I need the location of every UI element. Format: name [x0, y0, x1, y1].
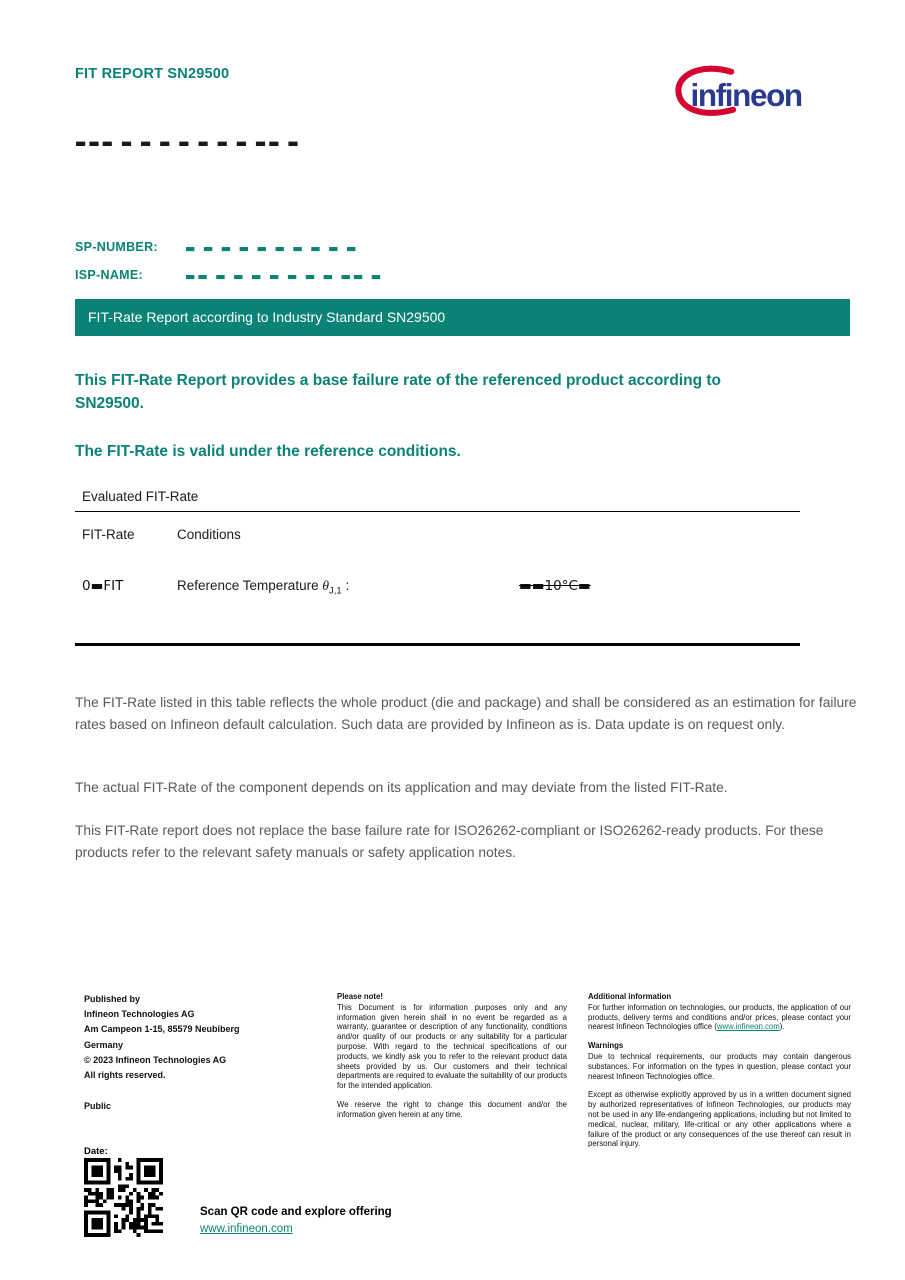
footer-published-by — [84, 992, 324, 1114]
qr-code — [84, 1158, 163, 1237]
intro-heading-1: This FIT-Rate Report provides a base failure rate of the referenced product according to SN29500. — [75, 372, 721, 412]
published-by-heading: Published by — [84, 994, 141, 1004]
report-title: FIT REPORT SN29500 — [75, 66, 230, 82]
warnings-body: Due to technical requirements, our products may contain dangerous substances. For information on the types in question, please contact your nearest Infineon Technologies office. — [588, 1051, 851, 1081]
condition-value: 10°C — [544, 578, 578, 594]
copyright-line: © 2023 Infineon Technologies AG — [84, 1054, 227, 1065]
infineon-logo — [672, 60, 834, 128]
condition-cell — [177, 578, 349, 597]
isp-name-value-redacted: ▬▬ ▬ ▬ ▬ ▬ ▬ ▬ ▬ ▬▬ ▬ — [185, 270, 384, 283]
additional-info-body: For further information on technologies, our products, the application of our products, delivery terms and conditions and/or prices, please contact your nearest Infineon Technologies office (www.infineon.com). — [588, 1002, 851, 1032]
condition-value-cell — [519, 578, 591, 594]
condition-colon: : — [345, 578, 350, 593]
column-header-fit-rate: FIT-Rate — [82, 527, 135, 542]
logo-text: infineon — [690, 78, 802, 114]
footer-additional-info — [588, 992, 851, 1149]
table-bottom-rule — [75, 643, 800, 646]
standard-banner — [75, 299, 850, 336]
please-note-body-2: We reserve the right to change this document and/or the information given herein at any time. — [337, 1099, 567, 1119]
please-note-body: This Document is for information purposes only and any information given herein shall in no event be regarded as a warranty, guarantee or description of any functionality, conditions and/or quality of our products or any suitability for a particular purpose. With regard to the technical specifications of our products, we kindly ask you to refer to the relevant product data sheets provided by us. Our customers and their technical departments are required to evaluate the suitability of our products for the intended application. — [337, 1002, 567, 1091]
publisher-country: Germany — [84, 1039, 124, 1050]
infineon-link[interactable]: www.infineon.com — [200, 1223, 293, 1235]
rights-line: All rights reserved. — [84, 1070, 166, 1081]
additional-info-heading: Additional information — [588, 992, 672, 1001]
classification-label: Public — [84, 1101, 112, 1112]
fit-rate-value-redacted: 0▬FIT — [82, 578, 124, 594]
condition-label: Reference Temperature — [177, 578, 319, 593]
theta-symbol: $\theta_{J,1}$ — [322, 578, 342, 597]
body-paragraph-2: The actual FIT-Rate of the component depends on its application and may deviate from the listed FIT-Rate. — [75, 780, 728, 795]
warnings-body-2: Except as otherwise explicitly approved by us in a written document signed by authorized representatives of Infineon Technologies, our products may not be used in any life-endangering applications, including but not limited to medical, nuclear, military, life-critical or any other applications where a failure of the product or any consequences of the use thereof can result in personal injury. — [588, 1090, 851, 1149]
body-paragraph-3: This FIT-Rate report does not replace the base failure rate for ISO26262-compliant or ISO26262-ready products. For these products refer to the relevant safety manuals or safety application notes. — [75, 823, 824, 860]
body-paragraph-1: The FIT-Rate listed in this table reflects the whole product (die and package) and shall be considered as an estimation for failure rates based on Infineon default calculation. Such data are provided by Infineon as is. Data update is on request only. — [75, 695, 857, 732]
publisher-company: Infineon Technologies AG — [84, 1009, 195, 1020]
sp-number-label: SP-NUMBER: — [75, 240, 158, 254]
intro-heading-2: The FIT-Rate is valid under the reference conditions. — [75, 443, 461, 460]
infineon-footer-link[interactable]: www.infineon.com — [716, 1022, 780, 1032]
warnings-heading: Warnings — [588, 1041, 624, 1051]
publisher-address: Am Campeon 1-15, 85579 Neubiberg — [84, 1024, 240, 1035]
please-note-heading: Please note! — [337, 992, 383, 1001]
footer-please-note — [337, 992, 567, 1120]
table-top-rule — [75, 511, 800, 512]
qr-caption: Scan QR code and explore offering — [200, 1206, 392, 1218]
sp-number-value-redacted: ▬ ▬ ▬ ▬ ▬ ▬ ▬ ▬ ▬ ▬ — [185, 242, 359, 255]
date-label: Date: — [84, 1146, 108, 1157]
redacted-product-name: ▬▬▬ ▬ ▬ ▬ ▬ ▬ ▬ ▬ ▬▬ ▬ — [75, 136, 301, 150]
column-header-conditions: Conditions — [177, 527, 241, 542]
table-section-title: Evaluated FIT-Rate — [82, 489, 199, 504]
condition-value-redacted: ▬▬10°C▬ — [519, 578, 591, 594]
banner-title: FIT-Rate Report according to Industry Standard SN29500 — [88, 309, 446, 325]
isp-name-label: ISP-NAME: — [75, 268, 143, 282]
